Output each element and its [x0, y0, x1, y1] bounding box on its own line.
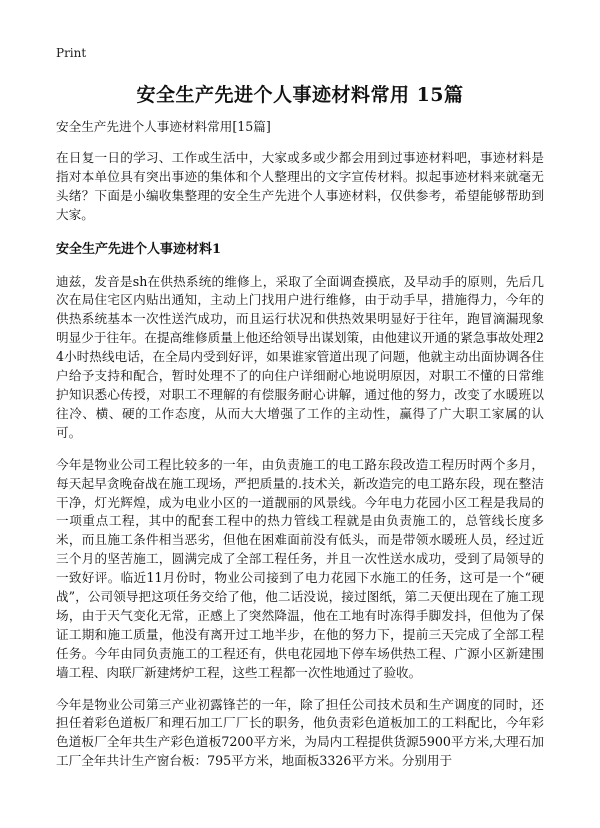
document-body [56, 118, 544, 784]
section-heading: 安全生产先进个人事迹材料1 [56, 241, 222, 257]
print-label[interactable]: Print [56, 46, 87, 60]
body-paragraph-3: 今年是物业公司第三产业初露锋芒的一年，除了担任公司技术员和生产调度的同时，还担任着彩色道板厂和理石加工厂厂长的职务，他负责彩色道板加工的工料配比，今年彩色道板厂全年共生产彩色道板7200平方米，为局内工程提供货源5900平方米,大理石加工厂全年共计生产窗台板：795平方米，地面板3326平方米。分别用于 [56, 696, 544, 769]
body-paragraph-2: 今年是物业公司工程比较多的一年，由负责施工的电工路东段改造工程历时两个多月，每天起早贪晚奋战在施工现场，严把质量的.技术关，新改造完的电工路东段，现在整洁干净，灯光辉煌，成为电业小区的一道靓丽的风景线。今年电力花园小区工程是我局的一项重点工程，其中的配套工程中的热力管线工程就是由负责施工的，总管线长度多米，而且施工条件相当恶劣，但他在困难面前没有低头，而是带领水暖班人员，经过近三个月的坚苦施工，圆满完成了全部工程任务，并且一次性送水成功，受到了局领导的一致好评。临近11月份时，物业公司接到了电力花园下水施工的任务，这可是一个“硬战”，公司领导把这项任务交给了他，他二话没说，接过图纸，第二天便出现在了施工现场，由于天气变化无常，正感上了突然降温，他在工地有时冻得手脚发抖，但他为了保证工期和施工质量，他没有离开过工地半步，在他的努力下，提前三天完成了全部工程任务。今年由同负责施工的工程还有，供电花园地下停车场供热工程、广源小区新建围墙工程、肉联厂新建烤炉工程，这些工程都一次性地通过了验收。 [56, 456, 544, 680]
body-paragraph-1: 迪兹，发音是sh在供热系统的维修上，采取了全面调查摸底，及早动手的原则，先后几次在局住宅区内贴出通知，主动上门找用户进行维修，由于动手早，措施得力，今年的供热系统基本一次性送汽成功，而且运行状况和供热效果明显好于往年，跑冒滴漏现象明显少于往年。在提高维修质量上他还给领导出谋划策，由他建议开通的紧急事故处理24小时热线电话，在全局内受到好评，如果谁家管道出现了问题，他就主动出面协调各住户给予支持和配合，暂时处理不了的向住户详细耐心地说明原因，对职工不懂的日常维护知识悉心传授，对职工不理解的有偿服务耐心讲解，通过他的努力，改变了水暖班以往冷、横、硬的工作态度，从而大大增强了工作的主动性，赢得了广大职工家属的认可。 [56, 273, 544, 440]
document-title: 安全生产先进个人事迹材料常用 15篇 [136, 84, 464, 106]
document-subtitle: 安全生产先进个人事迹材料常用[15篇] [56, 119, 271, 134]
intro-paragraph: 在日复一日的学习、工作或生活中，大家或多或少都会用到过事迹材料吧，事迹材料是指对本单位具有突出事迹的集体和个人整理出的文字宣传材料。拟起事迹材料来就毫无头绪？下面是小编收集整理的安全生产先进个人事迹材料，仅供参考，希望能够帮助到大家。 [56, 149, 544, 222]
